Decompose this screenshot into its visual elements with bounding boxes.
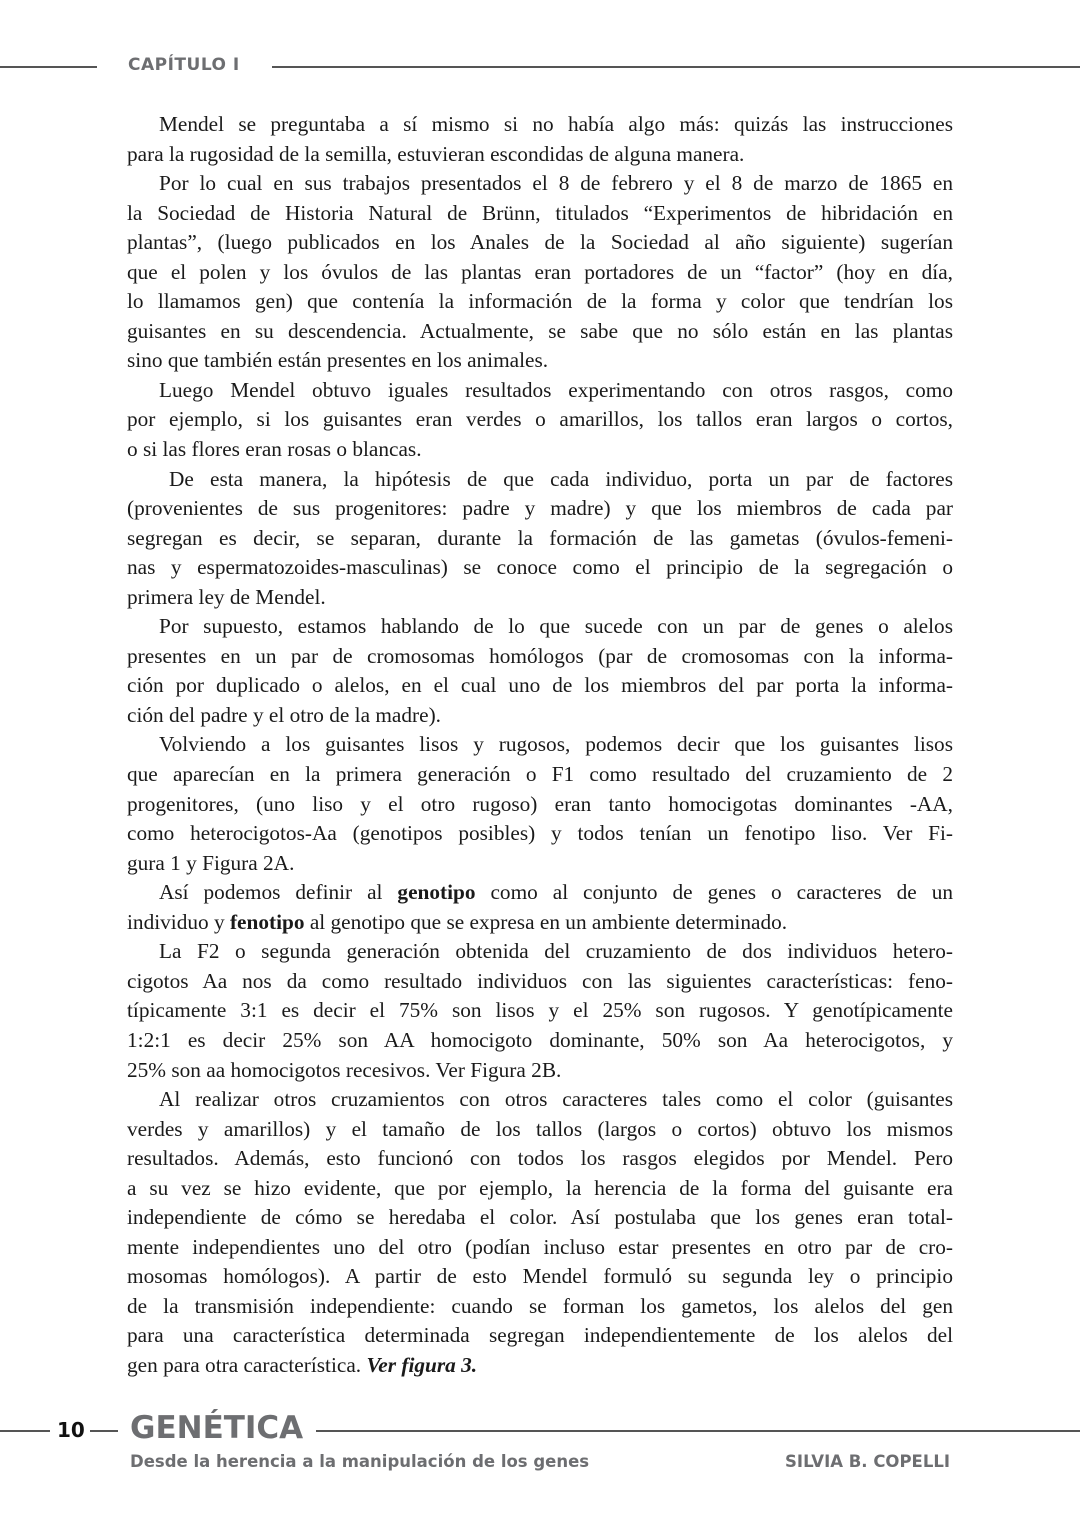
text-span: individuo y — [127, 909, 230, 934]
header-rule-left — [0, 66, 97, 68]
paragraph — [127, 376, 953, 465]
paragraph — [127, 730, 953, 878]
text-line: primera ley de Mendel. — [127, 584, 326, 609]
text-line: mente independientes uno del otro (podían incluso estar presentes en otro par de cro- — [127, 1234, 953, 1259]
text-line: Al realizar otros cruzamientos con otros caracteres tales como el color (guisantes — [159, 1087, 953, 1112]
text-line: (provenientes de sus progenitores: padre y madre) y que los miembros de cada par — [127, 496, 953, 521]
text-line: mosomas homólogos). A partir de esto Mendel formuló su segunda ley o principio — [127, 1264, 953, 1289]
text-line: Volviendo a los guisantes lisos y rugosos, podemos decir que los guisantes lisos — [159, 732, 953, 757]
emphasized-text: fenotipo — [229, 909, 305, 934]
text-line: 1:2:1 es decir 25% son AA homocigoto dominante, 50% son Aa heterocigotos, y — [127, 1027, 953, 1052]
text-line: que el polen y los óvulos de las plantas eran portadores de un “factor” (hoy en día, — [127, 259, 953, 284]
paragraph — [127, 937, 953, 1085]
text-line: 25% son aa homocigotos recesivos. Ver Figura 2B. — [127, 1057, 562, 1082]
text-line: de la transmisión independiente: cuando se forman los gametos, los alelos del gen — [127, 1293, 953, 1318]
text-line: gura 1 y Figura 2A. — [127, 850, 295, 875]
text-line — [127, 878, 953, 908]
text-span: al genotipo que se expresa en un ambiente determinado. — [304, 909, 788, 934]
text-line: típicamente 3:1 es decir el 75% son lisos y el 25% son rugosos. Y genotípicamente — [127, 998, 953, 1023]
emphasized-text: Ver figura 3. — [366, 1352, 478, 1377]
text-line: verdes y amarillos) y el tamaño de los tallos (largos o cortos) obtuvo los mismos — [127, 1116, 953, 1141]
body-text — [127, 110, 953, 1381]
text-line — [127, 908, 953, 938]
paragraph — [127, 1085, 953, 1380]
paragraph — [127, 169, 953, 376]
text-line: Luego Mendel obtuvo iguales resultados experimentando con otros rasgos, como — [159, 377, 953, 402]
footer-rule-right — [316, 1430, 1080, 1432]
text-line: o si las flores eran rosas o blancas. — [127, 437, 422, 462]
header-rule-right — [272, 66, 1080, 68]
text-line: guisantes en su descendencia. Actualmente, se sabe que no sólo están en las plantas — [127, 318, 953, 343]
chapter-heading: CAPÍTULO I — [128, 55, 240, 75]
paragraph — [127, 612, 953, 730]
text-line: Por lo cual en sus trabajos presentados el 8 de febrero y el 8 de marzo de 1865 en — [159, 171, 953, 196]
text-line: progenitores, (uno liso y el otro rugoso) eran tanto homocigotas dominantes -AA, — [127, 791, 953, 816]
book-subtitle: Desde la herencia a la manipulación de los genes — [130, 1452, 590, 1471]
text-line: sino que también están presentes en los animales. — [127, 348, 549, 373]
text-line: ción del padre y el otro de la madre). — [127, 702, 441, 727]
footer-rule-short — [90, 1430, 118, 1432]
text-line: segregan es decir, se separan, durante la formación de las gametas (óvulos-femeni- — [127, 525, 953, 550]
text-line: para la rugosidad de la semilla, estuvieran escondidas de alguna manera. — [127, 141, 745, 166]
text-line: ción por duplicado o alelos, en el cual uno de los miembros del par porta la informa- — [127, 673, 953, 698]
text-line: lo llamamos gen) que contenía la información de la forma y color que tendrían los — [127, 289, 953, 314]
text-line: la Sociedad de Historia Natural de Brünn, titulados “Experimentos de hibridación en — [127, 200, 953, 225]
text-line: resultados. Además, esto funcionó con todos los rasgos elegidos por Mendel. Pero — [127, 1146, 953, 1171]
text-line: De esta manera, la hipótesis de que cada individuo, porta un par de factores — [169, 466, 953, 491]
text-line — [127, 1351, 953, 1381]
text-line: como heterocigotos-Aa (genotipos posibles) y todos tenían un fenotipo liso. Ver Fi- — [127, 821, 953, 846]
text-span: gen para otra característica. — [127, 1352, 367, 1377]
text-line: Mendel se preguntaba a sí mismo si no había algo más: quizás las instrucciones — [159, 112, 953, 136]
text-line: presentes en un par de cromosomas homólogos (par de cromosomas con la informa- — [127, 643, 953, 668]
text-line: a su vez se hizo evidente, que por ejemplo, la herencia de la forma del guisante era — [127, 1175, 953, 1200]
text-line: por ejemplo, si los guisantes eran verdes o amarillos, los tallos eran largos o cortos, — [127, 407, 953, 432]
text-line: Por supuesto, estamos hablando de lo que sucede con un par de genes o alelos — [159, 614, 953, 639]
text-line: La F2 o segunda generación obtenida del cruzamiento de dos individuos hetero- — [159, 939, 953, 964]
text-line: que aparecían en la primera generación o F1 como resultado del cruzamiento de 2 — [127, 762, 953, 787]
text-span: como al conjunto de genes o caracteres de un — [475, 880, 954, 905]
paragraph — [127, 110, 953, 169]
text-line: plantas”, (luego publicados en los Anales de la Sociedad al año siguiente) sugerían — [127, 230, 953, 255]
footer-rule-left — [0, 1430, 50, 1432]
text-line: cigotos Aa nos da como resultado individuos con las siguientes características: feno- — [127, 968, 953, 993]
text-line: nas y espermatozoides-masculinas) se conoce como el principio de la segregación o — [127, 555, 953, 580]
paragraph — [127, 465, 953, 613]
page-number: 10 — [57, 1418, 85, 1442]
text-span: Así podemos definir al — [159, 880, 398, 905]
emphasized-text: genotipo — [397, 880, 476, 905]
text-line: para una característica determinada segregan independientemente de los alelos del — [127, 1323, 953, 1348]
book-title: GENÉTICA — [130, 1410, 304, 1446]
book-author: SILVIA B. COPELLI — [785, 1452, 950, 1471]
text-line: independiente de cómo se heredaba el color. Así postulaba que los genes eran total- — [127, 1205, 953, 1230]
paragraph — [127, 878, 953, 937]
